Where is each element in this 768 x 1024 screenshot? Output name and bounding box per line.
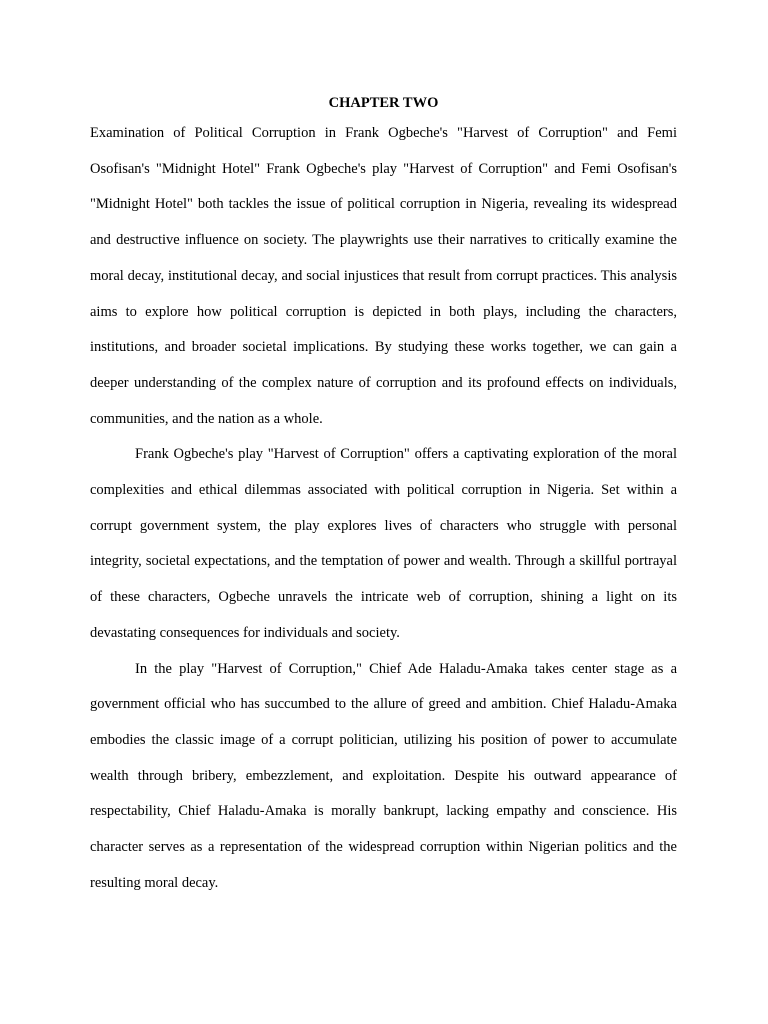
chapter-title: CHAPTER TWO bbox=[328, 95, 439, 111]
paragraph-ogbeche-play: Frank Ogbeche's play "Harvest of Corruption" offers a captivating exploration of the moral complexities and ethical dilemmas associated with political corruption in Nigeria. Set within a corrupt government system, the play explores lives of characters who struggle with personal integrity, societal expectations, and the temptation of power and wealth. Through a skillful portrayal of these characters, Ogbeche unravels the intricate web of corruption, shining a light on its devastating consequences for individuals and society. bbox=[90, 446, 677, 641]
document-page bbox=[90, 92, 677, 901]
paragraph-intro: Examination of Political Corruption in Frank Ogbeche's "Harvest of Corruption" and Femi Osofisan's "Midnight Hotel" Frank Ogbeche's play "Harvest of Corruption" and Femi Osofisan's "Midnight Hotel" both tackles the issue of political corruption in Nigeria, revealing its widespread and destructive influence on society. The playwrights use their narratives to critically examine the moral decay, institutional decay, and social injustices that result from corrupt practices. This analysis aims to explore how political corruption is depicted in both plays, including the characters, institutions, and broader societal implications. By studying these works together, we can gain a deeper understanding of the complex nature of corruption and its profound effects on individuals, communities, and the nation as a whole. bbox=[90, 125, 677, 427]
paragraph-chief-haladu-amaka: In the play "Harvest of Corruption," Chief Ade Haladu-Amaka takes center stage as a government official who has succumbed to the allure of greed and ambition. Chief Haladu-Amaka embodies the classic image of a corrupt politician, utilizing his position of power to accumulate wealth through bribery, embezzlement, and exploitation. Despite his outward appearance of respectability, Chief Haladu-Amaka is morally bankrupt, lacking empathy and conscience. His character serves as a representation of the widespread corruption within Nigerian politics and the resulting moral decay. bbox=[90, 660, 677, 891]
